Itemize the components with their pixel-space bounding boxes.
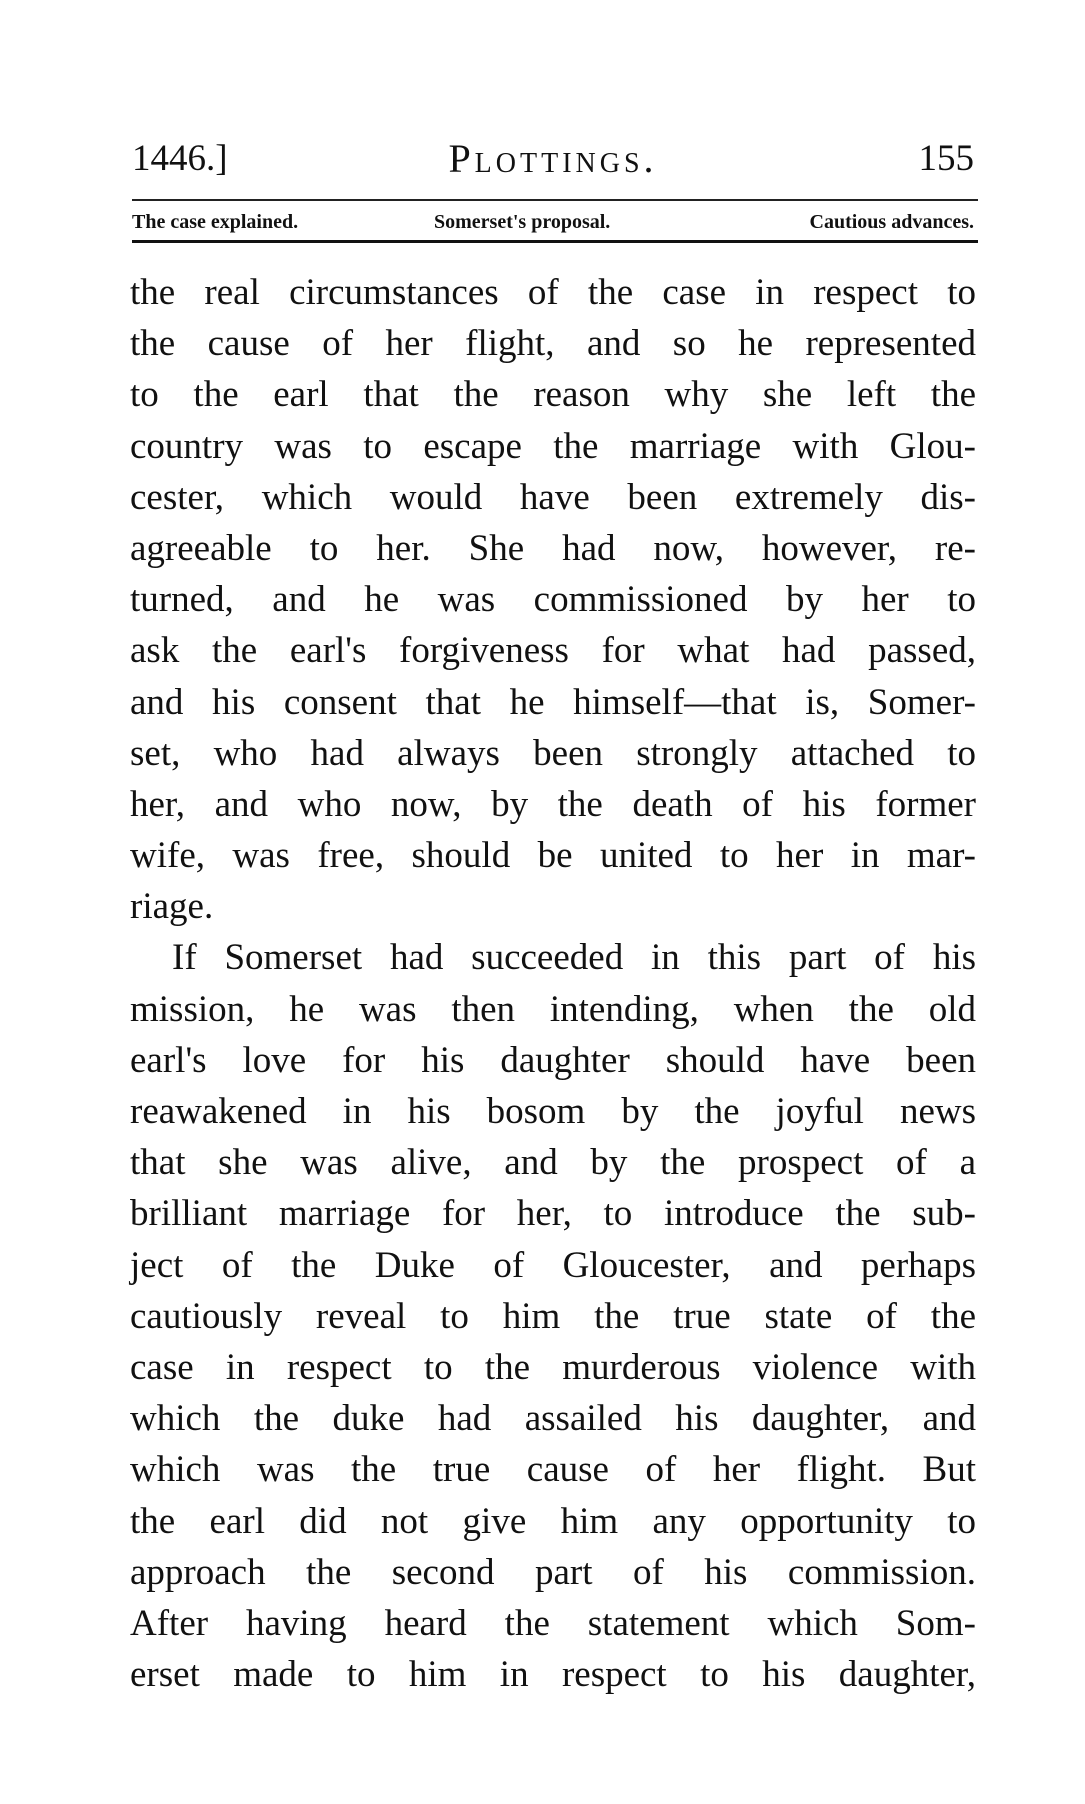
text-line: which the duke had assailed his daughter, and [130, 1398, 976, 1440]
text-line: turned, and he was commissioned by her to [130, 579, 976, 621]
side-note-right: Cautious advances. [809, 211, 974, 233]
text-line: brilliant marriage for her, to introduce the sub- [130, 1193, 976, 1235]
text-line: earl's love for his daughter should have been [130, 1039, 976, 1081]
text-line: ask the earl's forgiveness for what had passed, [130, 630, 976, 672]
text-line: set, who had always been strongly attached to [130, 732, 976, 774]
running-head [132, 134, 974, 184]
text-line: her, and who now, by the death of his former [130, 783, 976, 825]
text-line: that she was alive, and by the prospect of a [130, 1142, 976, 1184]
text-line: the cause of her flight, and so he represented [130, 323, 976, 365]
body-text [130, 267, 976, 1700]
running-head-title: Plottings. [448, 136, 658, 181]
side-note-left: The case explained. [132, 211, 299, 233]
text-line: to the earl that the reason why she left the [130, 374, 976, 416]
text-line: reawakened in his bosom by the joyful news [130, 1091, 976, 1132]
running-head-date: 1446.] [132, 138, 228, 179]
text-line: country was to escape the marriage with Glou- [130, 425, 976, 467]
text-line: ject of the Duke of Gloucester, and perhaps [130, 1244, 976, 1286]
text-line: case in respect to the murderous violence with [130, 1346, 976, 1388]
notes-rule [132, 240, 978, 243]
text-line: agreeable to her. She had now, however, re- [130, 527, 976, 569]
text-line: cautiously reveal to him the true state of the [130, 1295, 976, 1337]
paragraph-first-line: If Somerset had succeeded in this part of his [172, 937, 976, 979]
text-line: which was the true cause of her flight. But [130, 1449, 976, 1491]
text-line: wife, was free, should be united to her in mar- [130, 835, 976, 877]
paragraph-end-line: riage. [130, 886, 214, 928]
text-line: mission, he was then intending, when the old [130, 988, 976, 1030]
text-line: the earl did not give him any opportunity to [130, 1500, 976, 1542]
text-line: approach the second part of his commission. [130, 1551, 976, 1593]
marginal-notes [132, 207, 974, 237]
text-line: erset made to him in respect to his daughter, [130, 1654, 976, 1696]
text-line: and his consent that he himself—that is, Somer- [130, 681, 976, 723]
text-line: After having heard the statement which Som- [130, 1602, 976, 1644]
header-rule [132, 199, 978, 201]
text-line: the real circumstances of the case in respect to [130, 272, 976, 313]
side-note-center: Somerset's proposal. [434, 211, 611, 233]
text-line: cester, which would have been extremely dis- [130, 476, 976, 518]
page-number: 155 [918, 138, 974, 179]
